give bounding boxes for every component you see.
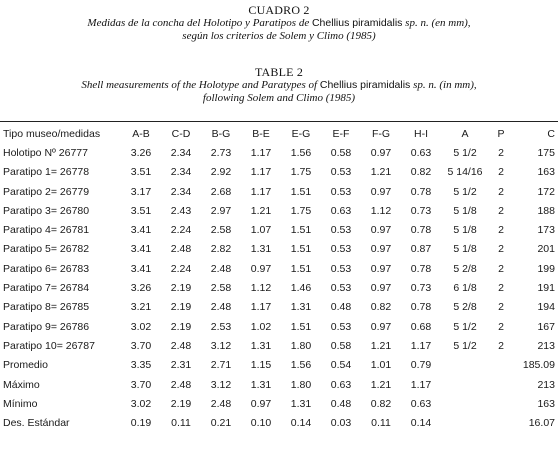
table-cell: 2.48 bbox=[210, 301, 232, 314]
table-cell: 1.21 bbox=[250, 204, 272, 217]
table-cell: 1.46 bbox=[290, 282, 312, 295]
caption-en-line1-pre: Shell measurements of the Holotype and Paratypes of bbox=[81, 79, 320, 91]
row-label-cell: Paratipo 6= 26783 bbox=[3, 262, 90, 275]
table-cell: 2 bbox=[498, 282, 504, 295]
table-cell: 2.19 bbox=[170, 282, 192, 295]
table-cell: 3.70 bbox=[130, 339, 152, 352]
table-cell: 3.41 bbox=[130, 224, 152, 237]
table-cell: 2.53 bbox=[210, 320, 232, 333]
table-cell: 3.12 bbox=[210, 378, 232, 391]
table-cell: 0.14 bbox=[290, 417, 312, 430]
row-label-cell: Mínimo bbox=[3, 397, 38, 410]
row-label-cell: Máximo bbox=[3, 378, 40, 391]
table-cell: 2.43 bbox=[170, 204, 192, 217]
table-row bbox=[3, 394, 555, 413]
table-row bbox=[3, 356, 555, 375]
table-row bbox=[3, 317, 555, 336]
table-cell: 0.58 bbox=[330, 146, 352, 159]
table-cell: 172 bbox=[537, 185, 555, 198]
table-cell: 0.48 bbox=[330, 301, 352, 314]
table-cell: 1.31 bbox=[250, 378, 272, 391]
table-cell: 3.26 bbox=[130, 282, 152, 295]
table-cell: 0.53 bbox=[330, 224, 352, 237]
table-cell: 0.97 bbox=[370, 282, 392, 295]
table-row bbox=[3, 163, 555, 182]
table-row bbox=[3, 336, 555, 355]
table-cell: 2.48 bbox=[210, 397, 232, 410]
table-cell bbox=[441, 394, 489, 413]
table-cell: 0.21 bbox=[210, 417, 232, 430]
table-cell: 2.48 bbox=[170, 243, 192, 256]
table-cell: 5 1/8 bbox=[453, 204, 477, 217]
row-label-cell: Paratipo 2= 26779 bbox=[3, 185, 90, 198]
column-header: H-I bbox=[414, 127, 428, 140]
column-header: B-G bbox=[211, 127, 231, 140]
table-cell: 0.11 bbox=[171, 417, 191, 430]
table-cell: 0.11 bbox=[371, 417, 391, 430]
species-name-es: Chellius piramidalis bbox=[311, 17, 403, 29]
table-cell: 3.02 bbox=[130, 397, 152, 410]
table-cell: 2 bbox=[498, 166, 504, 179]
table-row bbox=[3, 259, 555, 278]
table-cell: 3.70 bbox=[130, 378, 152, 391]
table-cell: 2.24 bbox=[170, 262, 192, 275]
row-label-cell: Paratipo 1= 26778 bbox=[3, 166, 90, 179]
table-row bbox=[3, 240, 555, 259]
table-cell: 1.31 bbox=[250, 339, 272, 352]
table-cell: 1.17 bbox=[410, 339, 432, 352]
table-cell: 1.17 bbox=[250, 146, 272, 159]
table-cell: 5 2/8 bbox=[453, 301, 477, 314]
table-cell: 1.31 bbox=[290, 301, 312, 314]
table-cell: 0.79 bbox=[410, 359, 432, 372]
table-cell: 5 2/8 bbox=[453, 262, 477, 275]
table-cell: 0.54 bbox=[330, 359, 352, 372]
table-cell: 2.48 bbox=[170, 339, 192, 352]
table-cell: 16.07 bbox=[528, 417, 555, 430]
table-cell: 1.51 bbox=[290, 224, 312, 237]
table-cell: 0.78 bbox=[410, 224, 432, 237]
table-cell: 1.07 bbox=[250, 224, 272, 237]
table-cell: 0.68 bbox=[410, 320, 432, 333]
table-cell: 2 bbox=[498, 146, 504, 159]
row-label-cell: Promedio bbox=[3, 359, 48, 372]
caption-es-line2: según los criterios de Solem y Climo (1985) bbox=[182, 30, 376, 42]
table-cell bbox=[441, 356, 489, 375]
table-cell: 2 bbox=[498, 320, 504, 333]
table-cell: 1.80 bbox=[290, 339, 312, 352]
row-label-cell: Paratipo 3= 26780 bbox=[3, 204, 90, 217]
table-cell: 1.31 bbox=[250, 243, 272, 256]
caption-en-line1 bbox=[0, 79, 558, 92]
table-cell: 3.41 bbox=[130, 262, 152, 275]
table-cell bbox=[489, 394, 513, 413]
table-cell: 0.53 bbox=[330, 166, 352, 179]
table-cell: 194 bbox=[537, 301, 555, 314]
table-cell: 3.35 bbox=[130, 359, 152, 372]
caption-en-line2: following Solem and Climo (1985) bbox=[202, 92, 356, 104]
table-cell: 0.19 bbox=[130, 417, 152, 430]
caption-en-line1-post: sp. n. (in mm), bbox=[410, 79, 477, 91]
table-cell: 3.51 bbox=[130, 166, 152, 179]
table-cell: 1.51 bbox=[290, 185, 312, 198]
shell-measurements-table bbox=[3, 124, 555, 433]
table-cell: 1.15 bbox=[250, 359, 272, 372]
table-cell: 2.68 bbox=[210, 185, 232, 198]
table-row bbox=[3, 182, 555, 201]
table-cell: 2 bbox=[498, 185, 504, 198]
table-cell: 1.12 bbox=[370, 204, 392, 217]
table-cell: 2.34 bbox=[170, 166, 192, 179]
caption-description-es bbox=[0, 17, 558, 43]
table-cell: 2 bbox=[498, 204, 504, 217]
table-cell: 5 1/8 bbox=[453, 224, 477, 237]
table-cell: 0.73 bbox=[410, 204, 432, 217]
table-cell: 0.53 bbox=[330, 185, 352, 198]
table-cell: 0.63 bbox=[410, 397, 432, 410]
table-cell: 1.75 bbox=[290, 204, 312, 217]
table-cell: 0.03 bbox=[330, 417, 352, 430]
table-cell: 0.78 bbox=[410, 301, 432, 314]
table-cell: 2.82 bbox=[210, 243, 232, 256]
table-cell: 0.63 bbox=[330, 378, 352, 391]
table-cell: 5 1/2 bbox=[453, 185, 477, 198]
column-header: B-E bbox=[252, 127, 270, 140]
table-cell: 1.17 bbox=[250, 301, 272, 314]
row-label-cell: Holotipo Nº 26777 bbox=[3, 146, 88, 159]
row-label-cell: Paratipo 8= 26785 bbox=[3, 301, 90, 314]
table-cell: 0.97 bbox=[370, 146, 392, 159]
table-cell: 0.82 bbox=[370, 301, 392, 314]
table-row bbox=[3, 220, 555, 239]
table-cell: 2.34 bbox=[170, 185, 192, 198]
table-cell: 0.73 bbox=[410, 282, 432, 295]
row-label-cell: Paratipo 10= 26787 bbox=[3, 339, 95, 352]
table-cell: 1.01 bbox=[370, 359, 392, 372]
table-cell: 5 1/2 bbox=[453, 146, 477, 159]
column-header: E-F bbox=[332, 127, 350, 140]
table-cell: 0.82 bbox=[410, 166, 432, 179]
table-cell: 5 1/2 bbox=[453, 339, 477, 352]
table-cell: 1.21 bbox=[370, 378, 392, 391]
table-cell: 175 bbox=[537, 146, 555, 159]
table-cell: 213 bbox=[537, 339, 555, 352]
caption-es-line1 bbox=[0, 17, 558, 30]
table-cell: 0.97 bbox=[370, 262, 392, 275]
table-cell: 3.51 bbox=[130, 204, 152, 217]
table-cell: 3.41 bbox=[130, 243, 152, 256]
table-cell: 5 1/2 bbox=[453, 320, 477, 333]
table-cell: 0.14 bbox=[410, 417, 432, 430]
table-cell: 188 bbox=[537, 204, 555, 217]
column-header: C bbox=[547, 127, 555, 140]
table-cell: 2 bbox=[498, 262, 504, 275]
row-label-cell: Paratipo 7= 26784 bbox=[3, 282, 90, 295]
table-cell: 1.12 bbox=[250, 282, 272, 295]
table-cell: 0.97 bbox=[370, 224, 392, 237]
table-cell: 1.56 bbox=[290, 146, 312, 159]
table-cell: 2 bbox=[498, 339, 504, 352]
table-cell: 2.24 bbox=[170, 224, 192, 237]
table-cell: 0.78 bbox=[410, 185, 432, 198]
table-cell bbox=[441, 375, 489, 394]
table-cell: 1.17 bbox=[410, 378, 432, 391]
table-cell: 2.58 bbox=[210, 282, 232, 295]
table-cell: 0.63 bbox=[330, 204, 352, 217]
column-header: E-G bbox=[291, 127, 311, 140]
table-cell: 0.53 bbox=[330, 282, 352, 295]
table-row bbox=[3, 375, 555, 394]
table-cell: 1.51 bbox=[290, 320, 312, 333]
table-cell: 163 bbox=[537, 397, 555, 410]
table-row bbox=[3, 278, 555, 297]
table-cell: 0.53 bbox=[330, 320, 352, 333]
table-cell: 2.58 bbox=[210, 224, 232, 237]
row-label-cell: Des. Estándar bbox=[3, 417, 70, 430]
table-cell: 0.53 bbox=[330, 243, 352, 256]
table-row bbox=[3, 413, 555, 432]
table-cell: 5 1/8 bbox=[453, 243, 477, 256]
table-cell: 3.12 bbox=[210, 339, 232, 352]
column-header: A-B bbox=[132, 127, 150, 140]
table-cell: 2 bbox=[498, 243, 504, 256]
table-cell: 185.09 bbox=[522, 359, 555, 372]
species-name-en: Chellius piramidalis bbox=[319, 79, 411, 91]
table-cell: 2.48 bbox=[170, 378, 192, 391]
table-cell bbox=[489, 356, 513, 375]
table-cell: 6 1/8 bbox=[453, 282, 477, 295]
table-cell: 2.34 bbox=[170, 146, 192, 159]
table-cell: 0.10 bbox=[250, 417, 272, 430]
table-cell: 191 bbox=[537, 282, 555, 295]
table-cell: 1.21 bbox=[370, 339, 392, 352]
table-cell: 1.51 bbox=[290, 262, 312, 275]
caption-label-es: CUADRO 2 bbox=[248, 3, 310, 17]
table-cell bbox=[489, 413, 513, 432]
caption-es-line1-post: sp. n. (en mm), bbox=[402, 17, 471, 29]
row-label-cell: Paratipo 4= 26781 bbox=[3, 224, 90, 237]
table-cell: 0.97 bbox=[250, 262, 272, 275]
table-cell: 0.97 bbox=[370, 185, 392, 198]
table-cell: 2.19 bbox=[170, 320, 192, 333]
table-body bbox=[3, 143, 555, 432]
table-cell: 2 bbox=[498, 224, 504, 237]
row-label-cell: Paratipo 5= 26782 bbox=[3, 243, 90, 256]
table-cell: 3.26 bbox=[130, 146, 152, 159]
table-row bbox=[3, 298, 555, 317]
table-cell: 0.48 bbox=[330, 397, 352, 410]
caption-label-en: TABLE 2 bbox=[254, 65, 304, 79]
table-cell: 1.80 bbox=[290, 378, 312, 391]
table-cell: 0.53 bbox=[330, 262, 352, 275]
table-cell: 1.17 bbox=[250, 185, 272, 198]
table-cell: 3.02 bbox=[130, 320, 152, 333]
table-cell: 2.73 bbox=[210, 146, 232, 159]
table-cell: 201 bbox=[537, 243, 555, 256]
header-rule bbox=[0, 121, 558, 122]
table-header-row bbox=[3, 124, 555, 143]
table-cell: 163 bbox=[537, 166, 555, 179]
table-cell: 1.31 bbox=[290, 397, 312, 410]
table-cell: 1.02 bbox=[250, 320, 272, 333]
table-cell: 2.19 bbox=[170, 301, 192, 314]
table-cell: 1.75 bbox=[290, 166, 312, 179]
table-cell: 199 bbox=[537, 262, 555, 275]
table-cell: 2 bbox=[498, 301, 504, 314]
table-cell: 0.87 bbox=[410, 243, 432, 256]
column-header: C-D bbox=[171, 127, 191, 140]
row-label-cell: Paratipo 9= 26786 bbox=[3, 320, 90, 333]
table-cell: 167 bbox=[537, 320, 555, 333]
table-cell: 0.82 bbox=[370, 397, 392, 410]
table-cell: 2.19 bbox=[170, 397, 192, 410]
table-cell: 1.17 bbox=[250, 166, 272, 179]
column-header: F-G bbox=[371, 127, 391, 140]
table-cell: 3.17 bbox=[130, 185, 152, 198]
column-header: P bbox=[497, 127, 505, 140]
table-cell: 0.58 bbox=[330, 339, 352, 352]
table-cell: 0.97 bbox=[370, 320, 392, 333]
caption-description-en bbox=[0, 79, 558, 105]
table-cell: 1.51 bbox=[290, 243, 312, 256]
table-cell: 0.63 bbox=[410, 146, 432, 159]
table-cell: 213 bbox=[537, 378, 555, 391]
table-cell: 5 14/16 bbox=[447, 166, 483, 179]
table-cell: 1.21 bbox=[370, 166, 392, 179]
table-row bbox=[3, 143, 555, 162]
table-cell: 2.48 bbox=[210, 262, 232, 275]
column-header: A bbox=[461, 127, 469, 140]
table-cell: 2.92 bbox=[210, 166, 232, 179]
table-cell: 2.31 bbox=[170, 359, 192, 372]
table-row bbox=[3, 201, 555, 220]
table-cell bbox=[441, 413, 489, 432]
table-cell: 0.97 bbox=[370, 243, 392, 256]
table-cell: 2.97 bbox=[210, 204, 232, 217]
table-cell: 2.71 bbox=[210, 359, 232, 372]
table-cell: 3.21 bbox=[130, 301, 152, 314]
column-header-specimen: Tipo museo/medidas bbox=[3, 127, 101, 140]
table-cell: 173 bbox=[537, 224, 555, 237]
table-cell: 0.97 bbox=[250, 397, 272, 410]
table-cell: 1.56 bbox=[290, 359, 312, 372]
table-cell: 0.78 bbox=[410, 262, 432, 275]
caption-es-line1-pre: Medidas de la concha del Holotipo y Paratipos de bbox=[87, 17, 312, 29]
table-cell bbox=[489, 375, 513, 394]
